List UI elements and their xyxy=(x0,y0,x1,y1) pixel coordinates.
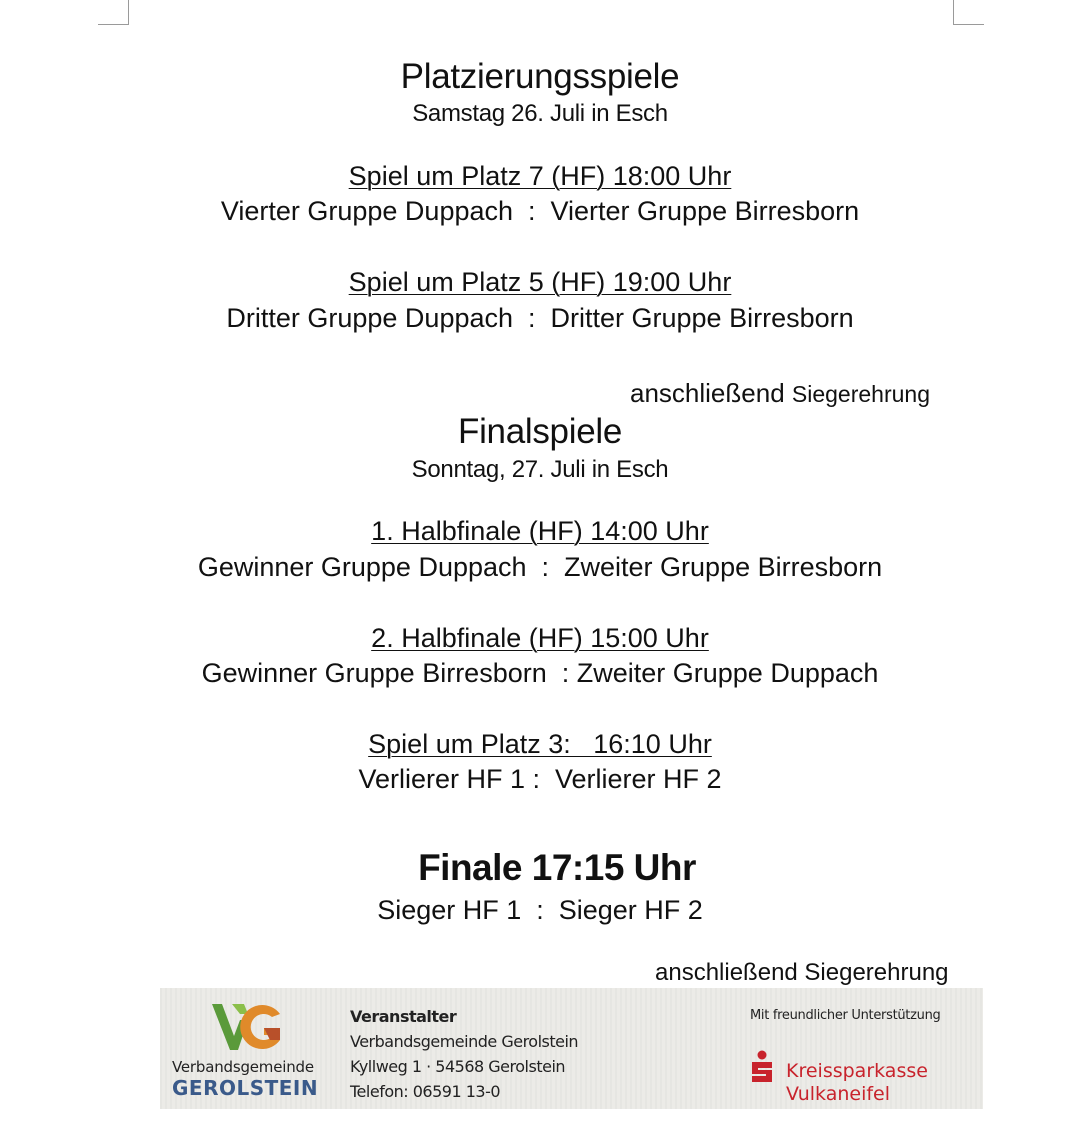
sponsor-line-2: Vulkaneifel xyxy=(786,1083,891,1105)
final-teams: Sieger HF 1 : Sieger HF 2 xyxy=(377,895,703,925)
sparkasse-icon xyxy=(750,1050,774,1084)
game-teams: Vierter Gruppe Duppach : Vierter Gruppe Birresborn xyxy=(220,196,860,226)
sponsor-banner xyxy=(160,988,983,1109)
organizer-phone: Telefon: 06591 13-0 xyxy=(350,1082,501,1101)
game-teams: Gewinner Gruppe Duppach : Zweiter Gruppe Birresborn xyxy=(197,552,883,582)
game-label: Spiel um Platz 3: 16:10 Uhr xyxy=(368,729,712,759)
game-label: 1. Halbfinale (HF) 14:00 Uhr xyxy=(371,516,709,546)
game-teams: Dritter Gruppe Duppach : Dritter Gruppe Birresborn xyxy=(226,303,854,333)
vg-city: GEROLSTEIN xyxy=(172,1076,319,1100)
finals-ceremony-note: anschließend Siegerehrung xyxy=(655,959,949,986)
organizer-name: Verbandsgemeinde Gerolstein xyxy=(350,1032,579,1051)
finals-date: Sonntag, 27. Juli in Esch xyxy=(411,456,669,483)
support-text: Mit freundlicher Unterstützung xyxy=(750,1008,941,1023)
game-label: Spiel um Platz 7 (HF) 18:00 Uhr xyxy=(348,161,732,191)
crop-mark-top-left xyxy=(98,0,129,25)
final-title: Finale 17:15 Uhr xyxy=(418,847,696,888)
placement-date: Samstag 26. Juli in Esch xyxy=(412,100,668,127)
organizer-address: Kyllweg 1 · 54568 Gerolstein xyxy=(350,1057,566,1076)
vg-logo-icon xyxy=(210,1000,284,1054)
ceremony-small: Siegerehrung xyxy=(791,381,930,407)
vg-name: Verbandsgemeinde xyxy=(172,1058,314,1076)
placement-ceremony-note xyxy=(630,378,930,409)
finals-title: Finalspiele xyxy=(457,412,622,451)
placement-title: Platzierungsspiele xyxy=(400,57,680,96)
game-label: 2. Halbfinale (HF) 15:00 Uhr xyxy=(371,623,709,653)
organizer-title: Veranstalter xyxy=(350,1007,457,1026)
game-teams: Gewinner Gruppe Birresborn : Zweiter Gruppe Duppach xyxy=(201,658,879,688)
game-label: Spiel um Platz 5 (HF) 19:00 Uhr xyxy=(348,267,732,297)
ceremony-word: anschließend xyxy=(630,378,785,408)
game-teams: Verlierer HF 1 : Verlierer HF 2 xyxy=(358,764,722,794)
organizer-block xyxy=(350,1004,578,1104)
sponsor-name xyxy=(786,1060,928,1106)
sponsor-line-1: Kreissparkasse xyxy=(786,1060,928,1082)
crop-mark-top-right xyxy=(953,0,984,25)
